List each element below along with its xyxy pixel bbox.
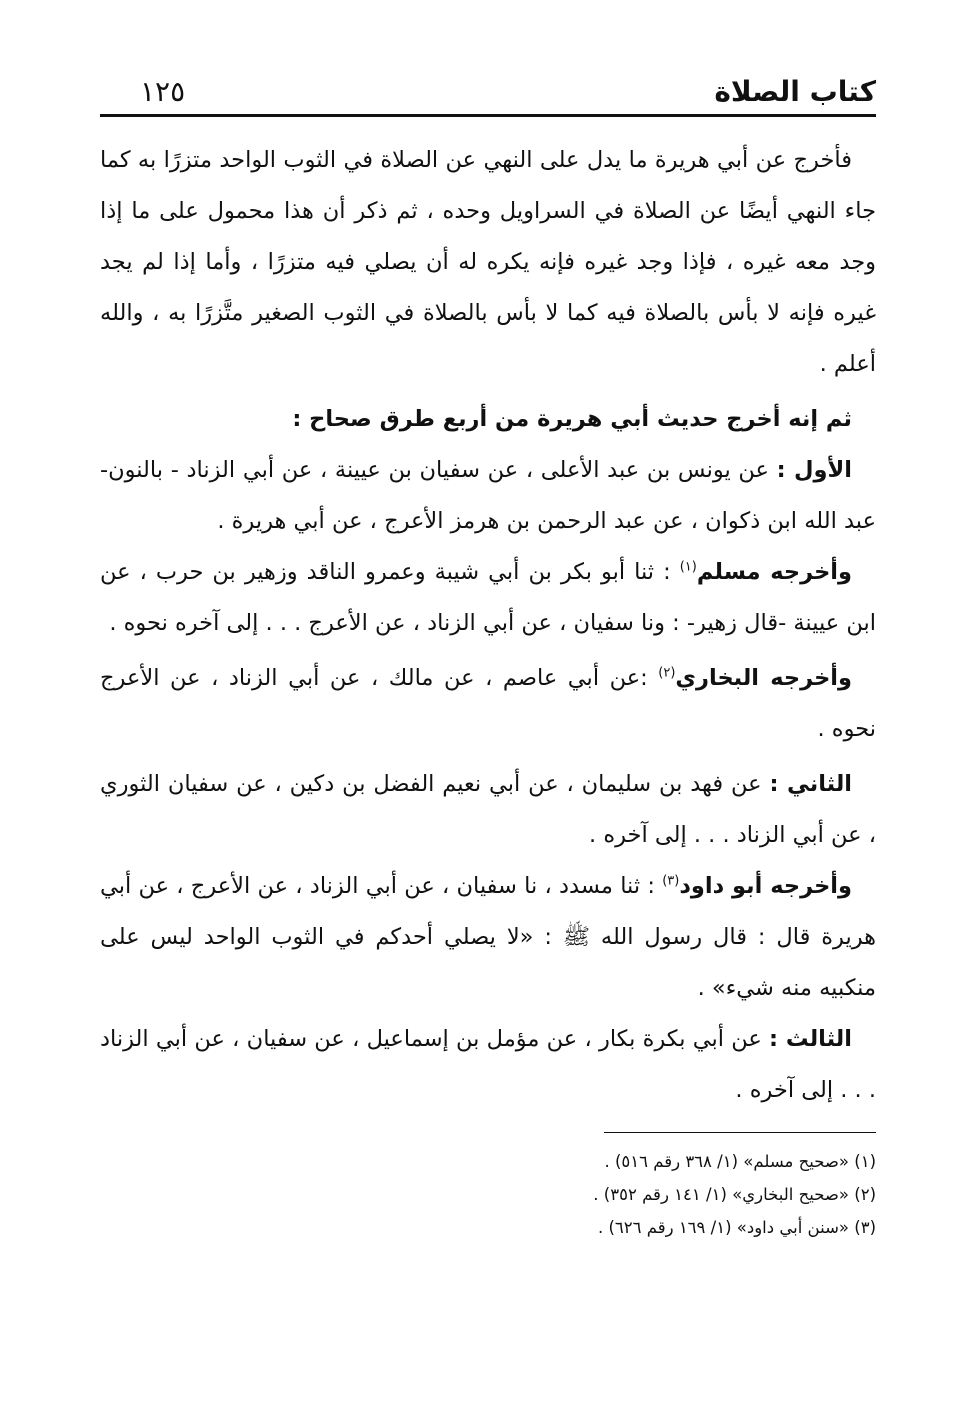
footnote-ref-2[interactable]: (٢) [658, 665, 676, 681]
book-page [100, 60, 876, 1244]
footnote-ref-3[interactable]: (٣) [662, 873, 680, 889]
paragraph-intro: فأخرج عن أبي هريرة ما يدل على النهي عن الصلاة في الثوب الواحد متزرًا به كما جاء النهي أيضًا عن الصلاة في السراويل وحده ، ثم ذكر أن هذا محمول على ما إذا وجد معه غيره ، فإذا وجد غيره فإنه يكره له أن يصلي فيه متزرًا ، وأما إذا لم يجد غيره فإنه لا بأس بالصلاة فيه كما لا بأس بالصلاة في الثوب الصغير متَّزرًا به ، والله أعلم . [100, 147, 876, 377]
paragraph-second-chain [100, 759, 876, 861]
footnote-1: (١) «صحيح مسلم» (١/ ٣٦٨ رقم ٥١٦) . [604, 1152, 876, 1171]
footnote-divider [604, 1132, 876, 1133]
abudawud-text: : ثنا مسدد ، نا سفيان ، عن أبي الزناد ، عن الأعرج ، عن أبي هريرة قال : قال رسول الله ﷺ : «لا يصلي أحدكم في الثوب الواحد ليس على منكبيه منه شيء» . [100, 873, 876, 1001]
paragraph-first-chain [100, 445, 876, 547]
section-heading: ثم إنه أخرج حديث أبي هريرة من أربع طرق صحاح : [292, 406, 852, 432]
footnote-2: (٢) «صحيح البخاري» (١/ ١٤١ رقم ٣٥٢) . [593, 1185, 876, 1204]
first-chain-label: الأول : [776, 457, 852, 483]
muslim-label: وأخرجه مسلم [696, 559, 852, 585]
book-title: كتاب الصلاة [714, 75, 876, 108]
bukhari-label: وأخرجه البخاري [675, 665, 852, 691]
paragraph-abudawud [100, 861, 876, 1014]
abudawud-label: وأخرجه أبو داود [679, 873, 853, 899]
footnotes [100, 1145, 876, 1244]
main-text [100, 135, 876, 1116]
footnote-3: (٣) «سنن أبي داود» (١/ ١٦٩ رقم ٦٢٦) . [597, 1218, 876, 1237]
bukhari-text: :عن أبي عاصم ، عن مالك ، عن أبي الزناد ، عن الأعرج نحوه . [100, 665, 876, 742]
paragraph-muslim [100, 547, 876, 649]
third-chain-text: عن أبي بكرة بكار ، عن مؤمل بن إسماعيل ، عن سفيان ، عن أبي الزناد . . . إلى آخره . [100, 1026, 876, 1103]
paragraph-bukhari [100, 653, 876, 755]
third-chain-label: الثالث : [769, 1026, 852, 1052]
page-number: ١٢٥ [140, 75, 186, 108]
second-chain-label: الثاني : [769, 771, 852, 797]
page-header [100, 60, 876, 117]
second-chain-text: عن فهد بن سليمان ، عن أبي نعيم الفضل بن دكين ، عن سفيان الثوري ، عن أبي الزناد . . . إلى آخره . [100, 771, 876, 848]
footnote-ref-1[interactable]: (١) [679, 559, 697, 575]
first-chain-text: عن يونس بن عبد الأعلى ، عن سفيان بن عيينة ، عن أبي الزناد - بالنون- عبد الله ابن ذكوان ، عن عبد الرحمن بن هرمز الأعرج ، عن أبي هريرة . [100, 457, 876, 534]
muslim-text: : ثنا أبو بكر بن أبي شيبة وعمرو الناقد وزهير بن حرب ، عن ابن عيينة -قال زهير- : ونا سفيان ، عن أبي الزناد ، عن الأعرج . . . إلى آخره نحوه . [100, 559, 876, 636]
paragraph-third-chain [100, 1014, 876, 1116]
